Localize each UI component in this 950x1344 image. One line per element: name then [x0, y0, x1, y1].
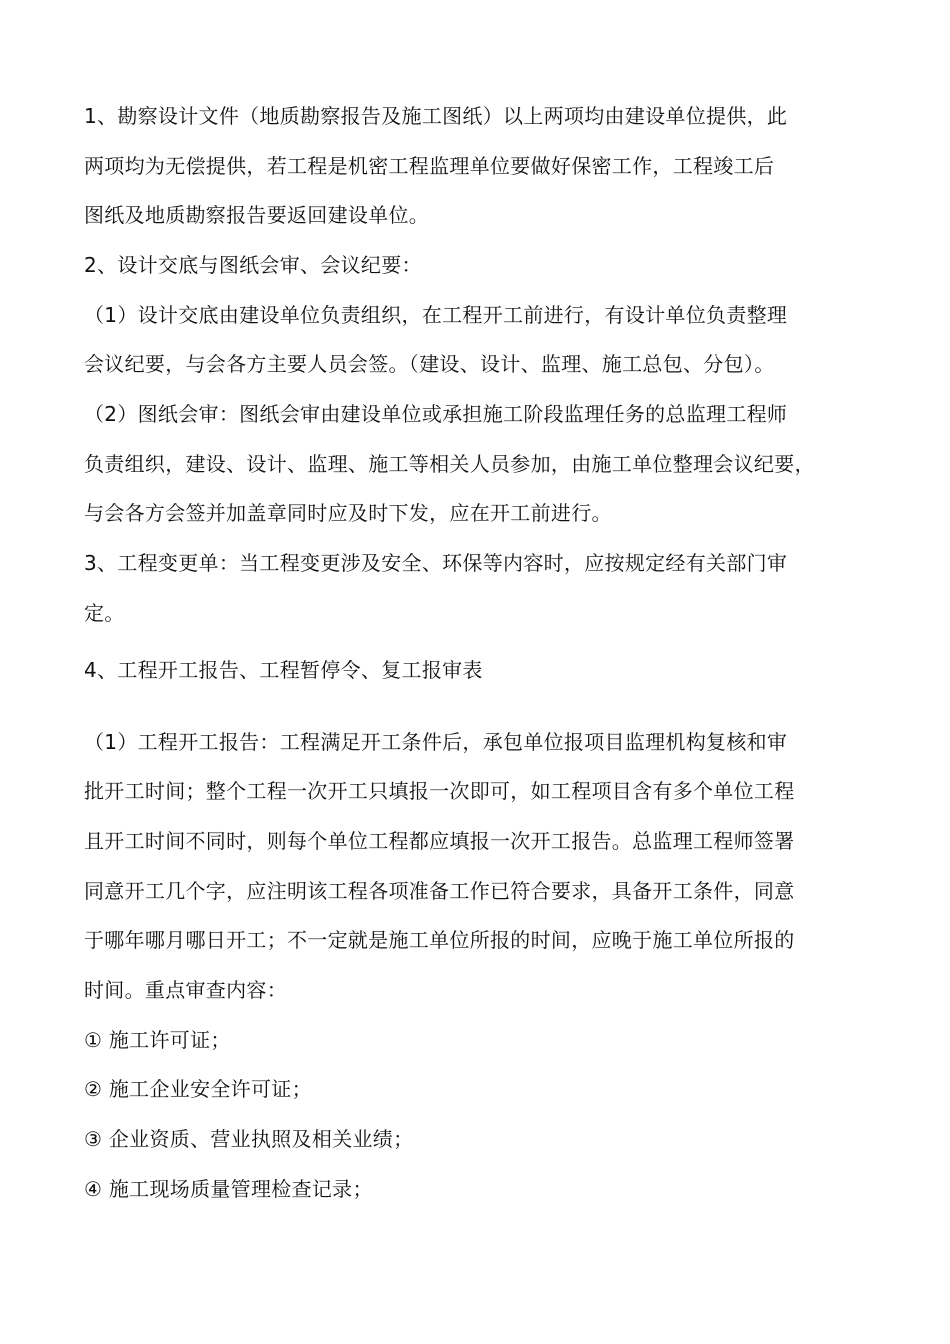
checklist-item-4: ④ 施工现场质量管理检查记录；	[84, 1177, 373, 1201]
item-4-1-line-4: 同意开工几个字，应注明该工程各项准备工作已符合要求，具备开工条件，同意	[84, 879, 795, 903]
paragraph-1-line-1: 1、勘察设计文件（地质勘察报告及施工图纸）以上两项均由建设单位提供，此	[84, 104, 788, 128]
paragraph-1-line-2: 两项均为无偿提供，若工程是机密工程监理单位要做好保密工作，工程竣工后	[84, 154, 775, 178]
item-2-1-line-1: （1）设计交底由建设单位负责组织，在工程开工前进行，有设计单位负责整理	[84, 303, 788, 327]
section-2-heading: 2、设计交底与图纸会审、会议纪要：	[84, 253, 422, 277]
item-2-2-line-3: 与会各方会签并加盖章同时应及时下发，应在开工前进行。	[84, 501, 612, 525]
item-4-1-line-2: 批开工时间；整个工程一次开工只填报一次即可，如工程项目含有多个单位工程	[84, 779, 795, 803]
section-3-line-1: 3、工程变更单：当工程变更涉及安全、环保等内容时，应按规定经有关部门审	[84, 551, 788, 575]
paragraph-1-line-3: 图纸及地质勘察报告要返回建设单位。	[84, 203, 430, 227]
section-4-heading: 4、工程开工报告、工程暂停令、复工报审表	[84, 658, 483, 682]
item-4-1-line-5: 于哪年哪月哪日开工；不一定就是施工单位所报的时间，应晚于施工单位所报的	[84, 928, 795, 952]
item-4-1-line-3: 且开工时间不同时，则每个单位工程都应填报一次开工报告。总监理工程师签署	[84, 829, 795, 853]
checklist-item-3: ③ 企业资质、营业执照及相关业绩；	[84, 1127, 414, 1151]
item-2-2-line-1: （2）图纸会审：图纸会审由建设单位或承担施工阶段监理任务的总监理工程师	[84, 402, 788, 426]
section-3-line-2: 定。	[84, 601, 125, 625]
checklist-item-1: ① 施工许可证；	[84, 1028, 231, 1052]
item-4-1-line-6: 时间。重点审查内容：	[84, 978, 287, 1002]
item-2-1-line-2: 会议纪要，与会各方主要人员会签。（建设、设计、监理、施工总包、分包）。	[84, 352, 775, 376]
item-4-1-line-1: （1）工程开工报告：工程满足开工条件后，承包单位报项目监理机构复核和审	[84, 730, 788, 754]
item-2-2-line-2: 负责组织，建设、设计、监理、施工等相关人员参加，由施工单位整理会议纪要，	[84, 452, 815, 476]
checklist-item-2: ② 施工企业安全许可证；	[84, 1077, 312, 1101]
